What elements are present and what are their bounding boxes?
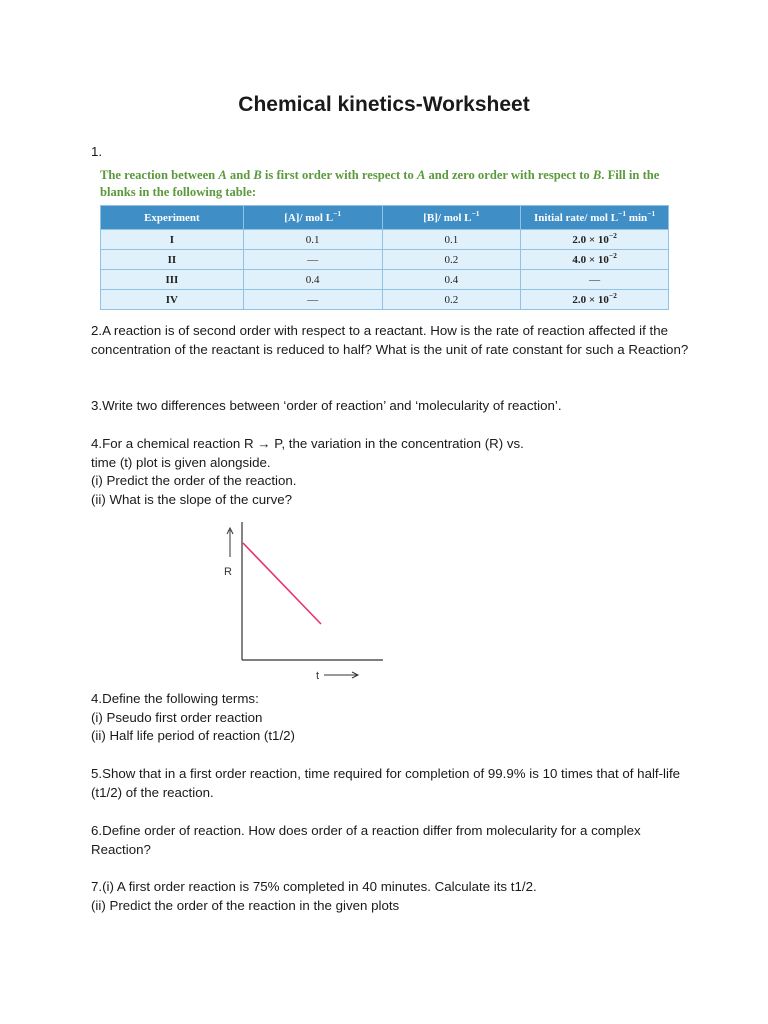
header-initial-rate: Initial rate/ mol $L^{-1}$ $\min^{-1}$ xyxy=(521,206,669,230)
concentration-time-plot xyxy=(215,520,395,688)
question-3: 3.Write two differences between ‘order of reaction’ and ‘molecularity of reaction’. xyxy=(91,398,562,413)
page-title: Chemical kinetics-Worksheet xyxy=(238,93,530,116)
cell-conc-b: 0.1 xyxy=(382,230,521,250)
cell-experiment: II xyxy=(101,250,244,270)
x-axis-label: t xyxy=(316,670,320,682)
question-4-define-line-1: 4.Define the following terms: xyxy=(91,691,259,706)
question-4-line-4: (ii) What is the slope of the curve? xyxy=(91,492,293,508)
cell-rate: $4.0 \times 10^{-2}$ xyxy=(521,250,669,270)
question-2: 2.A reaction is of second order with respect to a reactant. How is the rate of reaction affected if the concentration of the reactant is reduced to half? What is the unit of rate constant for such a Reaction? xyxy=(91,323,689,357)
question-7-line-1: 7.(i) A first order reaction is 75% completed in 40 minutes. Calculate its t1/2. xyxy=(91,879,537,894)
question-4-line-3: (i) Predict the order of the reaction. xyxy=(91,473,297,489)
question-7 xyxy=(91,878,691,915)
table-header-row xyxy=(101,206,669,230)
cell-rate: $2.0 \times 10^{-2}$ xyxy=(521,230,669,250)
question-1-intro: The reaction between A and B is first order with respect to A and zero order with respect to B. Fill in the blanks in the following table: xyxy=(100,168,660,199)
cell-conc-a: 0.4 xyxy=(243,270,382,290)
table-row xyxy=(101,230,669,250)
cell-conc-b: 0.2 xyxy=(382,290,521,310)
table-row xyxy=(101,270,669,290)
cell-conc-b: 0.2 xyxy=(382,250,521,270)
cell-experiment: I xyxy=(101,230,244,250)
question-6: 6.Define order of reaction. How does order of a reaction differ from molecularity for a complex Reaction? xyxy=(91,823,641,857)
cell-conc-a: — xyxy=(243,290,382,310)
rate-table xyxy=(100,205,669,310)
table-row xyxy=(101,290,669,310)
cell-rate: $2.0 \times 10^{-2}$ xyxy=(521,290,669,310)
concentration-line xyxy=(243,543,321,624)
header-conc-a: [A]/ mol $L^{-1}$ xyxy=(243,206,382,230)
question-4-define-line-2: (i) Pseudo first order reaction xyxy=(91,709,263,725)
cell-conc-b: 0.4 xyxy=(382,270,521,290)
cell-conc-a: — xyxy=(243,250,382,270)
table-row xyxy=(101,250,669,270)
question-4-line-2: time (t) plot is given alongside. xyxy=(91,454,271,470)
y-axis-label: R xyxy=(224,566,232,578)
question-4-define xyxy=(91,690,691,746)
cell-rate: — xyxy=(521,270,669,290)
cell-experiment: III xyxy=(101,270,244,290)
question-4-line-1: 4.For a chemical reaction R → P, the variation in the concentration (R) vs. xyxy=(91,436,524,451)
question-5: 5.Show that in a first order reaction, time required for completion of 99.9% is 10 times that of half-life (t1/2) of the reaction. xyxy=(91,766,681,800)
cell-experiment: IV xyxy=(101,290,244,310)
question-4-define-line-3: (ii) Half life period of reaction (t1/2) xyxy=(91,728,295,744)
question-4 xyxy=(91,435,691,510)
cell-conc-a: 0.1 xyxy=(243,230,382,250)
header-conc-b: [B]/ mol $L^{-1}$ xyxy=(382,206,521,230)
question-1-number: 1. xyxy=(91,144,103,159)
header-experiment: Experiment xyxy=(101,206,244,230)
question-7-line-2: (ii) Predict the order of the reaction in the given plots xyxy=(91,897,400,913)
